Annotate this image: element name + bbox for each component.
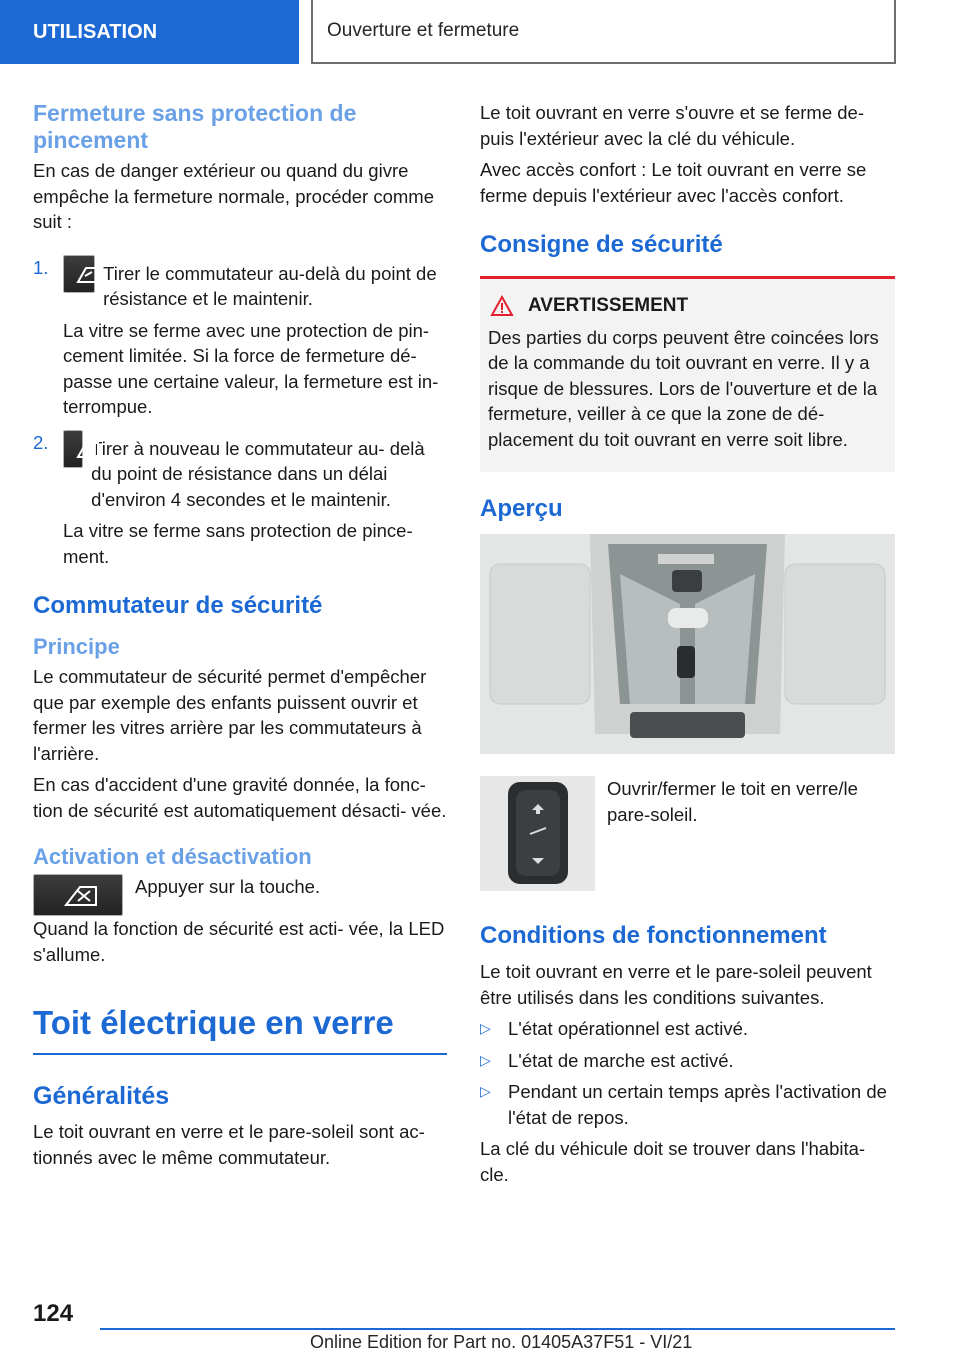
step-2-note: La vitre se ferme sans protection de pince- ment.	[63, 520, 413, 567]
step-number: 2.	[33, 431, 49, 453]
bullet-icon: ▷	[480, 1051, 491, 1068]
right-column	[480, 100, 895, 1193]
child-lock-icon	[33, 874, 123, 916]
paragraph-intro: En cas de danger extérieur ou quand du givre empêche la fermeture normale, procéder comme suit :	[33, 160, 435, 232]
paragraph-conditions: Le toit ouvrant en verre et le pare-soleil peuvent être utilisés dans les conditions suivantes.	[480, 961, 872, 1008]
paragraph-appuyer: Appuyer sur la touche.	[135, 876, 321, 897]
heading-commutateur: Commutateur de sécurité	[33, 592, 323, 619]
warning-box	[480, 276, 895, 472]
paragraph-generalites: Le toit ouvrant en verre et le pare-soleil sont ac- tionnés avec le même commutateur.	[33, 1121, 425, 1168]
heading-principe: Principe	[33, 634, 120, 659]
left-column	[33, 100, 447, 1176]
paragraph-quand: Quand la fonction de sécurité est acti- vée, la LED s'allume.	[33, 918, 445, 965]
list-item: ▷ L'état opérationnel est activé.	[480, 1016, 895, 1042]
paragraph-cle: La clé du véhicule doit se trouver dans l'habita- cle.	[480, 1138, 866, 1185]
step-1-text: Tirer le commutateur au-delà du point de résistance et le maintenir.	[103, 262, 437, 309]
footer-edition: Online Edition for Part no. 01405A37F51 - VI/21	[310, 1332, 693, 1352]
step-1-note: La vitre se ferme avec une protection de pin- cement limitée. Si la force de fermeture dé- passe une certaine valeur, la fermeture est in- terrompue.	[63, 319, 439, 417]
step-number: 1.	[33, 256, 49, 278]
heading-activation: Activation et désactivation	[33, 844, 312, 869]
step-2	[33, 430, 447, 570]
paragraph-ouvre: Le toit ouvrant en verre s'ouvre et se ferme de- puis l'extérieur avec la clé du véhicule.	[480, 102, 865, 149]
image-caption: Ouvrir/fermer le toit en verre/le pare-soleil.	[607, 778, 858, 825]
warning-triangle-icon	[490, 295, 514, 317]
heading-consigne: Consigne de sécurité	[480, 231, 723, 258]
heading-conditions: Conditions de fonctionnement	[480, 922, 827, 949]
window-switch-icon	[63, 430, 83, 468]
paragraph-confort: Avec accès confort : Le toit ouvrant en verre se ferme depuis l'extérieur avec l'accès confort.	[480, 159, 867, 206]
warning-text: Des parties du corps peuvent être coincées lors de la commande du toit ouvrant en verre. Il y a risque de blessures. Lors de l'ouverture et de la fermeture, veiller à ce que la zone de dé- placement du toit ouvrant en verre soit libre.	[488, 326, 879, 450]
paragraph-principe: Le commutateur de sécurité permet d'empêcher que par exemple des enfants puissent ouvrir et fermer les vitres arrière par les commutateurs à l'arrière.	[33, 666, 427, 764]
list-item: ▷ L'état de marche est activé.	[480, 1048, 895, 1074]
step-1	[33, 255, 447, 420]
roof-switch-photo	[480, 776, 595, 891]
footer-divider	[100, 1328, 895, 1330]
page-number: 124	[33, 1300, 74, 1327]
paragraph-accident: En cas d'accident d'une gravité donnée, la fonc- tion de sécurité est automatiquement désacti- vée.	[33, 774, 447, 821]
section-tab: UTILISATION	[0, 0, 299, 64]
heading-fermeture: Fermeture sans protection de pincement	[33, 100, 357, 153]
bullet-icon: ▷	[480, 1083, 491, 1099]
window-switch-icon	[63, 255, 95, 293]
heading-toit: Toit électrique en verre	[33, 1003, 447, 1055]
chapter-title: Ouverture et fermeture	[311, 0, 896, 64]
list-item: ▷ Pendant un certain temps après l'activation de l'état de repos.	[480, 1081, 887, 1128]
heading-generalites: Généralités	[33, 1082, 170, 1110]
step-2-text: Tirer à nouveau le commutateur au- delà du point de résistance dans un délai d'environ 4 secondes et le maintenir.	[91, 437, 425, 510]
roof-console-photo	[480, 534, 895, 754]
bullet-icon: ▷	[480, 1020, 491, 1036]
heading-apercu: Aperçu	[480, 495, 563, 522]
warning-title: AVERTISSEMENT	[528, 295, 689, 316]
